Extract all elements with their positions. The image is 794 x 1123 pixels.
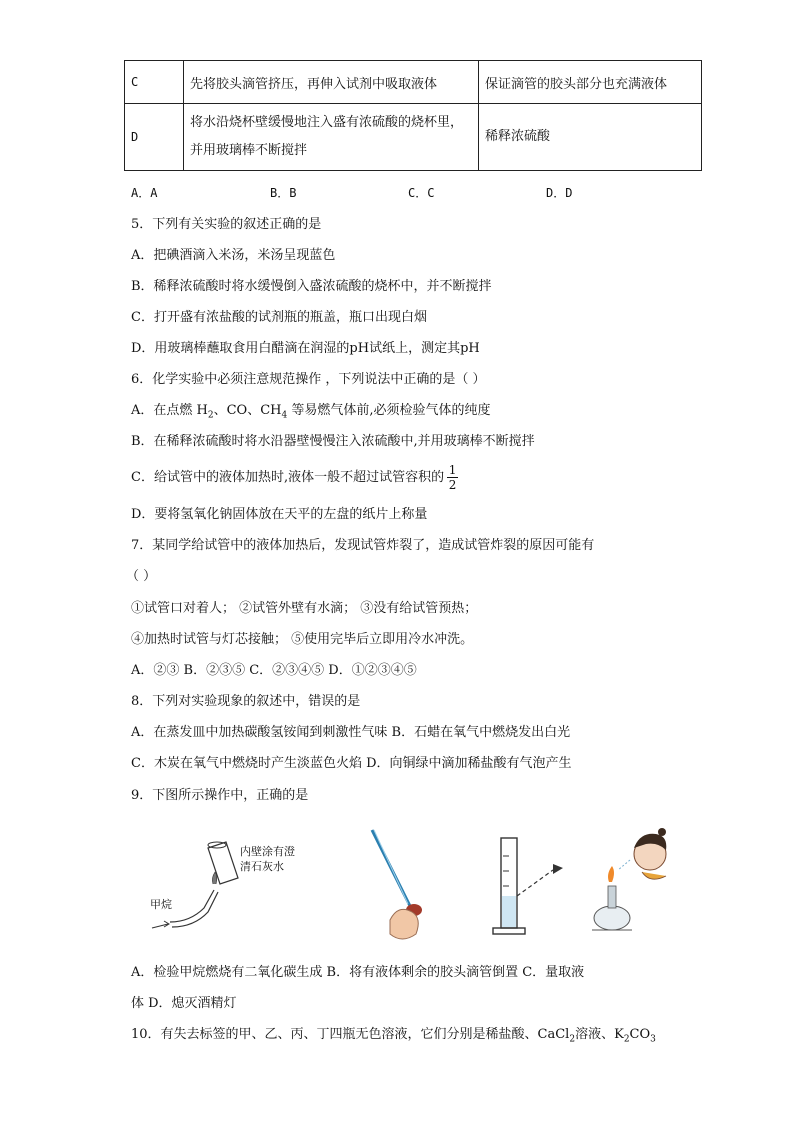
- q7-items-1: ①试管口对着人； ②试管外壁有水滴； ③没有给试管预热；: [131, 601, 478, 616]
- q9-stem: 9．下图所示操作中，正确的是: [131, 788, 309, 803]
- q9-options-2: 体 D．熄灭酒精灯: [131, 996, 237, 1011]
- dropper-hand-figure: [350, 826, 440, 946]
- alcohol-lamp-figure: [590, 826, 680, 946]
- q9-options-1: A．检验甲烷燃烧有二氧化碳生成 B．将有液体剩余的胶头滴管倒置 C．量取液: [131, 965, 585, 980]
- beaker-label: 内壁涂有澄 清石灰水: [240, 845, 295, 873]
- graduated-cylinder-figure: [485, 826, 575, 946]
- q8-line-2: C．木炭在氧气中燃烧时产生淡蓝色火焰 D．向铜绿中滴加稀盐酸有气泡产生: [131, 756, 572, 771]
- q5-option-b: B．稀释浓硫酸时将水缓慢倒入盛浓硫酸的烧杯中，并不断搅拌: [131, 279, 492, 294]
- q5-option-c: C．打开盛有浓盐酸的试剂瓶的瓶盖，瓶口出现白烟: [131, 310, 427, 325]
- q7-paren: （ ）: [126, 569, 157, 584]
- q8-stem: 8．下列对实验现象的叙述中，错误的是: [131, 694, 361, 709]
- q7-choices: A．②③ B．②③⑤ C．②③④⑤ D．①②③④⑤: [131, 663, 417, 678]
- q6-option-c: C．给试管中的液体加热时,液体一般不超过试管容积的 $\frac{1}{2}$: [131, 463, 457, 492]
- q6-option-a: A．在点燃 $H_2$、CO、$CH_4$ 等易燃气体前,必须检验气体的纯度: [131, 403, 491, 421]
- q6-option-d: D．要将氢氧化钠固体放在天平的左盘的纸片上称量: [131, 507, 428, 522]
- q8-line-1: A．在蒸发皿中加热碳酸氢铵闻到刺激性气味 B．石蜡在氧气中燃烧发出白光: [131, 725, 571, 740]
- q7-items-2: ④加热时试管与灯芯接触； ⑤使用完毕后立即用冷水冲洗。: [131, 632, 474, 647]
- exam-page: C 先将胶头滴管挤压，再伸入试剂中吸取液体 保证滴管的胶头部分也充满液体 D 将水沿烧杯壁缓慢地注入盛有浓硫酸的烧杯里， 并用玻璃棒不断搅拌 稀释浓硫酸 A．A B．B C．C D．D 5．下列有关实验的叙述正确的是 A．把碘酒滴入米汤，米汤呈现蓝色 B．稀释浓硫酸时将水缓慢倒入盛浓硫酸的烧杯中，并不断搅拌 C．打开盛有浓盐酸的试剂瓶的瓶盖，瓶口出现白烟 D．用玻璃棒蘸取食用白醋滴在润湿的pH试纸上，测定其pH 6．化学实验中必须注意规范操作 ，下列说法中正确的是（ ） A．在点燃 $H_2$、CO、$CH_4$ 等易燃气体前,必须检验气体的纯度 B．在稀释浓硫酸时将水沿器壁慢慢注入浓硫酸中,并用玻璃棒不断搅拌 C．给试管中的液体加热时,液体一般不超过试管容积的 $\frac{1}{2}$ D．要将氢氧化钠固体放在天平的左盘的纸片上称量 7．某同学给试管中的液体加热后，发现试管炸裂了，造成试管炸裂的原因可能有 （ ） ①试管口对着人； ②试管外壁有水滴； ③没有给试管预热； ④加热时试管与灯芯接触； ⑤使用完毕后立即用冷水冲洗。 A．②③ B．②③⑤ C．②③④⑤ D．①②③④⑤ 8．下列对实验现象的叙述中，错误的是 A．在蒸发皿中加热碳酸氢铵闻到刺激性气味 B．石蜡在氧气中燃烧发出白光 C．木炭在氧气中燃烧时产生淡蓝色火焰 D．向铜绿中滴加稀盐酸有气泡产生 9．下图所示操作中，正确的是 内壁涂有澄 清石灰水 甲烷 A．检验甲烷燃烧有二氧化碳生成 B．将有液体剩余的胶头滴管倒置 C．量取液 体 D．熄灭酒精灯 10．有失去标签的甲、乙、丙、丁四瓶无色溶液，它们分别是稀盐酸、CaCl$_2$溶液、$K_2CO_3$: [0, 0, 794, 1123]
- q5-option-a: A．把碘酒滴入米汤，米汤呈现蓝色: [131, 248, 336, 263]
- row-label: D: [125, 104, 184, 171]
- q6-option-b: B．在稀释浓硫酸时将水沿器壁慢慢注入浓硫酸中,并用玻璃棒不断搅拌: [131, 434, 535, 449]
- row-label: C: [125, 61, 184, 104]
- q9-figures: [150, 826, 690, 946]
- row-operation: 将水沿烧杯壁缓慢地注入盛有浓硫酸的烧杯里， 并用玻璃棒不断搅拌: [184, 104, 479, 171]
- row-operation: 先将胶头滴管挤压，再伸入试剂中吸取液体: [184, 61, 479, 104]
- row-purpose: 保证滴管的胶头部分也充满液体: [479, 61, 702, 104]
- q5-option-d: D．用玻璃棒蘸取食用白醋滴在润湿的pH试纸上，测定其pH: [131, 341, 480, 356]
- methane-label: 甲烷: [150, 898, 172, 911]
- table-row: [125, 61, 702, 104]
- q7-stem: 7．某同学给试管中的液体加热后，发现试管炸裂了，造成试管炸裂的原因可能有: [131, 538, 595, 553]
- q10-stem: 10．有失去标签的甲、乙、丙、丁四瓶无色溶液，它们分别是稀盐酸、CaCl$_2$溶液、$K_2CO_3$: [131, 1027, 656, 1045]
- beaker-methane-figure: [150, 826, 280, 938]
- options-table: [124, 60, 702, 171]
- fraction-one-half: $\frac{1}{2}$: [448, 463, 457, 492]
- q6-stem: 6．化学实验中必须注意规范操作 ，下列说法中正确的是（ ）: [131, 372, 486, 387]
- table-row: [125, 104, 702, 171]
- q5-stem: 5．下列有关实验的叙述正确的是: [131, 217, 322, 232]
- row-purpose: 稀释浓硫酸: [479, 104, 702, 171]
